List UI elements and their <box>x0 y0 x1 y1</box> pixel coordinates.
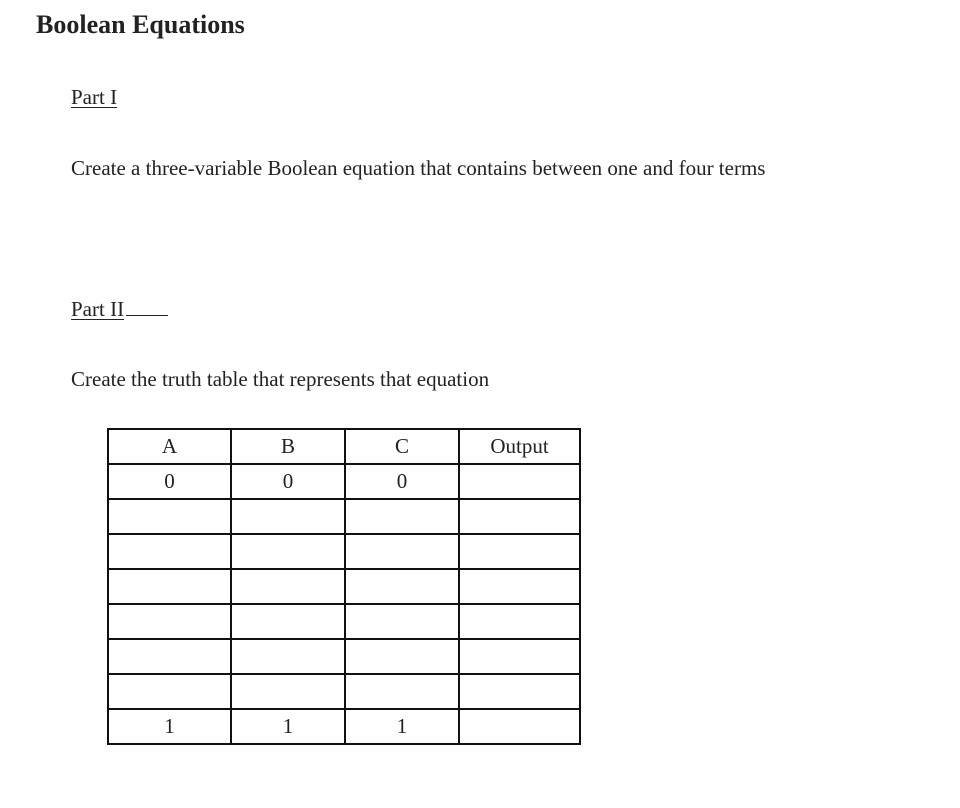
table-cell-c: 1 <box>345 709 459 744</box>
table-cell-output[interactable] <box>459 499 580 534</box>
table-cell-b: 0 <box>231 464 345 499</box>
table-cell-a[interactable] <box>108 604 231 639</box>
table-cell-c[interactable] <box>345 499 459 534</box>
table-row <box>108 709 580 744</box>
part-2-heading-blank-line <box>126 295 168 316</box>
table-row <box>108 534 580 569</box>
table-cell-c[interactable] <box>345 534 459 569</box>
part-2-heading-text: Part II <box>71 297 125 321</box>
table-cell-b: 1 <box>231 709 345 744</box>
part-2-instruction: Create the truth table that represents that equation <box>71 367 490 391</box>
table-cell-output[interactable] <box>459 639 580 674</box>
table-row <box>108 499 580 534</box>
table-cell-b[interactable] <box>231 639 345 674</box>
table-cell-b[interactable] <box>231 534 345 569</box>
table-row <box>108 569 580 604</box>
table-cell-a[interactable] <box>108 499 231 534</box>
table-cell-a[interactable] <box>108 534 231 569</box>
table-cell-b[interactable] <box>231 569 345 604</box>
header-output: Output <box>459 429 580 464</box>
table-cell-c[interactable] <box>345 604 459 639</box>
part-1-instruction: Create a three-variable Boolean equation that contains between one and four terms <box>71 156 766 180</box>
table-row <box>108 604 580 639</box>
table-row <box>108 464 580 499</box>
table-cell-a: 1 <box>108 709 231 744</box>
table-cell-a[interactable] <box>108 569 231 604</box>
table-cell-a[interactable] <box>108 639 231 674</box>
header-a: A <box>108 429 231 464</box>
table-cell-output[interactable] <box>459 464 580 499</box>
table-cell-c[interactable] <box>345 639 459 674</box>
table-cell-output[interactable] <box>459 709 580 744</box>
table-cell-c: 0 <box>345 464 459 499</box>
table-row <box>108 639 580 674</box>
page-title: Boolean Equations <box>36 10 245 39</box>
table-cell-output[interactable] <box>459 604 580 639</box>
table-cell-c[interactable] <box>345 569 459 604</box>
table-cell-a: 0 <box>108 464 231 499</box>
part-2-heading <box>71 295 168 322</box>
table-cell-output[interactable] <box>459 534 580 569</box>
part-1-heading-text: Part I <box>71 85 118 109</box>
table-cell-b[interactable] <box>231 604 345 639</box>
table-cell-c[interactable] <box>345 674 459 709</box>
table-cell-b[interactable] <box>231 499 345 534</box>
truth-table-header-row <box>108 429 580 464</box>
truth-table <box>107 428 581 745</box>
table-cell-b[interactable] <box>231 674 345 709</box>
header-c: C <box>345 429 459 464</box>
table-cell-a[interactable] <box>108 674 231 709</box>
table-cell-output[interactable] <box>459 569 580 604</box>
table-cell-output[interactable] <box>459 674 580 709</box>
part-1-heading <box>71 84 117 110</box>
header-b: B <box>231 429 345 464</box>
table-row <box>108 674 580 709</box>
